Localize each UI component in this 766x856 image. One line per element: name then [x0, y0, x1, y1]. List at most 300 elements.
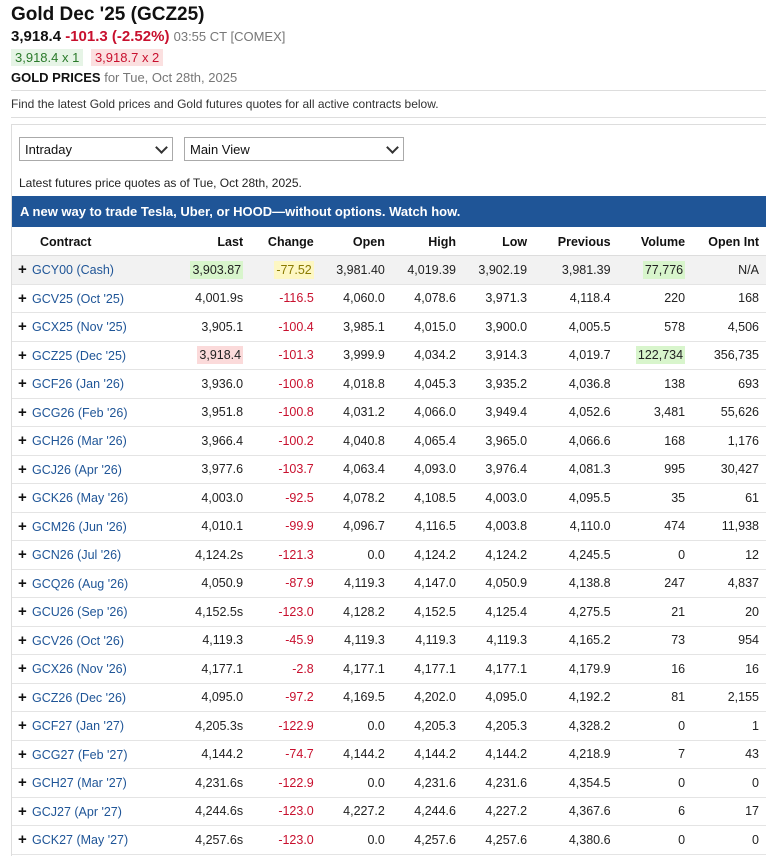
cell-low [464, 398, 535, 427]
volume-value: 0 [678, 775, 686, 790]
cell-contract [12, 256, 179, 285]
cell-high [393, 569, 464, 598]
cell-previous [535, 512, 618, 541]
cell-low [464, 655, 535, 684]
volume-value: 73 [671, 633, 686, 648]
volume-value: 6 [678, 804, 686, 819]
cell-open [322, 455, 393, 484]
open-value: 4,096.7 [343, 519, 385, 534]
volume-value: 77,776 [644, 262, 684, 277]
cell-volume [619, 626, 694, 655]
low-value: 4,231.6 [485, 775, 528, 790]
contract-link[interactable]: GCZ25 (Dec '25) [32, 348, 127, 363]
cell-contract [12, 541, 179, 570]
cell-high [393, 797, 464, 826]
expand-plus-icon[interactable]: + [18, 489, 27, 507]
last-value: 3,903.87 [192, 262, 242, 277]
cell-change [251, 512, 322, 541]
cell-open [322, 512, 393, 541]
cell-open [322, 740, 393, 769]
cell-oi [693, 797, 766, 826]
table-header-row [12, 229, 766, 256]
oi-value: 2,155 [727, 690, 759, 705]
cell-previous [535, 427, 618, 456]
volume-value: 578 [664, 319, 686, 334]
change-value: -99.9 [285, 519, 314, 534]
expand-plus-icon[interactable]: + [18, 631, 27, 649]
cell-last [179, 769, 251, 798]
contract-link[interactable]: GCV26 (Oct '26) [32, 633, 124, 648]
table-row[interactable] [12, 826, 766, 855]
expand-plus-icon[interactable]: + [18, 375, 27, 393]
col-open-int[interactable]: Open Int [693, 229, 766, 256]
contract-link[interactable]: GCH26 (Mar '26) [32, 434, 127, 449]
high-value: 4,078.6 [414, 291, 456, 306]
cell-last [179, 740, 251, 769]
promo-banner[interactable]: A new way to trade Tesla, Uber, or HOOD—without options. Watch how. [12, 196, 766, 227]
cell-previous [535, 370, 618, 399]
cell-change [251, 427, 322, 456]
col-last[interactable]: Last [179, 229, 251, 256]
contract-link[interactable]: GCH27 (Mar '27) [32, 776, 127, 791]
cell-change [251, 370, 322, 399]
table-row[interactable] [12, 455, 766, 484]
table-row[interactable] [12, 740, 766, 769]
cell-previous [535, 683, 618, 712]
table-row[interactable] [12, 256, 766, 285]
change-value: -92.5 [285, 490, 314, 505]
cell-low [464, 256, 535, 285]
cell-change [251, 284, 322, 313]
cell-contract [12, 370, 179, 399]
cell-change [251, 740, 322, 769]
change-value: -87.9 [285, 576, 314, 591]
oi-value: 12 [745, 547, 759, 562]
expand-plus-icon[interactable]: + [18, 774, 27, 792]
volume-value: 81 [671, 690, 686, 705]
col-high[interactable]: High [393, 229, 464, 256]
last-value: 4,257.6s [195, 832, 244, 847]
last-price: 3,918.4 [11, 28, 62, 45]
cell-high [393, 455, 464, 484]
cell-contract [12, 512, 179, 541]
table-row[interactable] [12, 797, 766, 826]
cell-high [393, 341, 464, 370]
cell-previous [535, 541, 618, 570]
cell-high [393, 626, 464, 655]
low-value: 4,144.2 [485, 747, 528, 762]
contract-link[interactable]: GCN26 (Jul '26) [32, 548, 122, 563]
open-value: 4,031.2 [343, 405, 385, 420]
table-row[interactable] [12, 769, 766, 798]
cell-last [179, 826, 251, 855]
last-value: 4,177.1 [201, 661, 244, 676]
cell-previous [535, 598, 618, 627]
volume-value: 21 [671, 604, 686, 619]
cell-high [393, 598, 464, 627]
cell-oi [693, 626, 766, 655]
open-value: 3,985.1 [343, 319, 385, 334]
oi-value: 30,427 [720, 462, 759, 477]
cell-open [322, 370, 393, 399]
cell-high [393, 313, 464, 342]
col-open[interactable]: Open [322, 229, 393, 256]
cell-change [251, 256, 322, 285]
table-row[interactable] [12, 712, 766, 741]
contract-link[interactable]: GCK26 (May '26) [32, 491, 129, 506]
cell-change [251, 626, 322, 655]
cell-volume [619, 284, 694, 313]
volume-value: 35 [671, 490, 686, 505]
cell-open [322, 541, 393, 570]
last-value: 3,918.4 [199, 348, 242, 363]
volume-value: 474 [664, 519, 686, 534]
chevron-down-icon [386, 141, 399, 154]
expand-plus-icon[interactable]: + [18, 688, 27, 706]
contract-link[interactable]: GCG27 (Feb '27) [32, 747, 128, 762]
table-row[interactable] [12, 541, 766, 570]
oi-value: 55,626 [720, 405, 759, 420]
contract-link[interactable]: GCG26 (Feb '26) [32, 405, 128, 420]
cell-contract [12, 655, 179, 684]
last-value: 4,124.2s [195, 547, 244, 562]
table-row[interactable] [12, 598, 766, 627]
contract-link[interactable]: GCV25 (Oct '25) [32, 291, 124, 306]
contract-link[interactable]: GCJ27 (Apr '27) [32, 804, 122, 819]
chevron-down-icon [155, 141, 168, 154]
previous-value: 4,275.5 [568, 604, 611, 619]
change-value: -74.7 [285, 747, 314, 762]
cell-last [179, 512, 251, 541]
expand-plus-icon[interactable]: + [18, 318, 27, 336]
change-value: -122.9 [278, 718, 314, 733]
contract-link[interactable]: GCY00 (Cash) [32, 263, 114, 278]
contract-link[interactable]: GCF27 (Jan '27) [32, 719, 125, 734]
cell-low [464, 712, 535, 741]
volume-value: 220 [664, 291, 686, 306]
open-value: 4,177.1 [343, 661, 385, 676]
table-row[interactable] [12, 683, 766, 712]
last-value: 4,144.2 [201, 747, 244, 762]
cell-volume [619, 569, 694, 598]
table-row[interactable] [12, 370, 766, 399]
high-value: 4,019.39 [407, 262, 456, 277]
cell-last [179, 683, 251, 712]
low-value: 4,205.3 [485, 718, 528, 733]
contract-link[interactable]: GCU26 (Sep '26) [32, 605, 128, 620]
cell-contract [12, 313, 179, 342]
col-change[interactable]: Change [251, 229, 322, 256]
prices-heading [11, 70, 237, 85]
expand-plus-icon[interactable]: + [18, 745, 27, 763]
open-value: 4,119.3 [344, 576, 385, 591]
expand-plus-icon[interactable]: + [18, 717, 27, 735]
cell-previous [535, 484, 618, 513]
high-value: 4,045.3 [414, 376, 456, 391]
high-value: 4,065.4 [414, 433, 456, 448]
contract-link[interactable]: GCK27 (May '27) [32, 833, 129, 848]
last-value: 3,977.6 [201, 462, 244, 477]
low-value: 3,900.0 [485, 319, 528, 334]
table-row[interactable] [12, 341, 766, 370]
open-value: 0.0 [367, 775, 385, 790]
low-value: 4,119.3 [486, 633, 528, 648]
open-value: 4,063.4 [343, 462, 385, 477]
table-row[interactable] [12, 655, 766, 684]
high-value: 4,152.5 [414, 604, 456, 619]
previous-value: 4,367.6 [568, 804, 611, 819]
change-value: -101.3 [278, 348, 314, 363]
oi-value: 356,735 [713, 348, 759, 363]
cell-low [464, 740, 535, 769]
cell-high [393, 484, 464, 513]
expand-plus-icon[interactable]: + [18, 831, 27, 849]
cell-volume [619, 484, 694, 513]
high-value: 4,177.1 [414, 661, 456, 676]
cell-last [179, 484, 251, 513]
cell-open [322, 769, 393, 798]
cell-change [251, 683, 322, 712]
col-volume[interactable]: Volume [619, 229, 694, 256]
col-previous[interactable]: Previous [535, 229, 618, 256]
volume-value: 3,481 [653, 405, 686, 420]
high-value: 4,257.6 [414, 832, 456, 847]
cell-contract [12, 683, 179, 712]
table-row[interactable] [12, 284, 766, 313]
last-value: 3,966.4 [201, 433, 244, 448]
expand-plus-icon[interactable]: + [18, 802, 27, 820]
cell-open [322, 655, 393, 684]
table-row[interactable] [12, 512, 766, 541]
cell-volume [619, 341, 694, 370]
prices-date: for Tue, Oct 28th, 2025 [104, 70, 238, 85]
cell-previous [535, 740, 618, 769]
cell-previous [535, 455, 618, 484]
expand-plus-icon[interactable]: + [18, 289, 27, 307]
low-value: 4,125.4 [485, 604, 528, 619]
cell-low [464, 683, 535, 712]
period-select-value: Intraday [25, 142, 72, 157]
cell-oi [693, 370, 766, 399]
open-value: 4,078.2 [343, 490, 385, 505]
previous-value: 4,245.5 [568, 547, 611, 562]
cell-open [322, 427, 393, 456]
previous-value: 4,052.6 [568, 405, 611, 420]
change-value: -123.0 [278, 832, 314, 847]
low-value: 3,935.2 [485, 376, 528, 391]
previous-value: 4,118.4 [569, 291, 611, 306]
low-value: 3,976.4 [485, 462, 528, 477]
cell-volume [619, 541, 694, 570]
oi-value: 0 [752, 832, 759, 847]
expand-plus-icon[interactable]: + [18, 261, 27, 279]
cell-open [322, 826, 393, 855]
table-row[interactable] [12, 427, 766, 456]
cell-contract [12, 769, 179, 798]
cell-low [464, 598, 535, 627]
col-contract[interactable]: Contract [12, 229, 179, 256]
expand-plus-icon[interactable]: + [18, 574, 27, 592]
expand-plus-icon[interactable]: + [18, 603, 27, 621]
contract-link[interactable]: GCX25 (Nov '25) [32, 320, 127, 335]
open-value: 4,018.8 [343, 376, 385, 391]
contract-link[interactable]: GCM26 (Jun '26) [32, 519, 127, 534]
cell-low [464, 626, 535, 655]
cell-last [179, 341, 251, 370]
cell-contract [12, 427, 179, 456]
cell-change [251, 797, 322, 826]
expand-plus-icon[interactable]: + [18, 346, 27, 364]
expand-plus-icon[interactable]: + [18, 517, 27, 535]
change-value: -77.52 [276, 262, 312, 277]
col-low[interactable]: Low [464, 229, 535, 256]
cell-volume [619, 769, 694, 798]
change-value: -100.8 [278, 376, 314, 391]
cell-low [464, 341, 535, 370]
cell-last [179, 455, 251, 484]
cell-contract [12, 740, 179, 769]
cell-oi [693, 398, 766, 427]
last-value: 4,205.3s [195, 718, 244, 733]
contract-link[interactable]: GCQ26 (Aug '26) [32, 576, 129, 591]
cell-high [393, 683, 464, 712]
open-value: 4,040.8 [343, 433, 385, 448]
expand-plus-icon[interactable]: + [18, 546, 27, 564]
volume-value: 168 [664, 433, 686, 448]
contract-link[interactable]: GCJ26 (Apr '26) [32, 462, 122, 477]
previous-value: 4,218.9 [568, 747, 611, 762]
cell-last [179, 569, 251, 598]
cell-contract [12, 712, 179, 741]
contract-link[interactable]: GCF26 (Jan '26) [32, 377, 125, 392]
table-row[interactable] [12, 569, 766, 598]
period-select[interactable] [19, 137, 173, 161]
table-row[interactable] [12, 484, 766, 513]
cell-oi [693, 598, 766, 627]
cell-open [322, 256, 393, 285]
cell-change [251, 398, 322, 427]
cell-previous [535, 712, 618, 741]
oi-value: 20 [745, 604, 759, 619]
high-value: 4,244.6 [414, 804, 456, 819]
low-value: 4,227.2 [485, 804, 528, 819]
cell-volume [619, 740, 694, 769]
cell-previous [535, 313, 618, 342]
cell-high [393, 541, 464, 570]
volume-value: 122,734 [637, 348, 684, 363]
last-value: 4,050.9 [201, 576, 244, 591]
last-value: 3,951.8 [201, 405, 244, 420]
page-title: Gold Dec '25 (GCZ25) [11, 4, 205, 25]
cell-contract [12, 341, 179, 370]
cell-last [179, 797, 251, 826]
cell-contract [12, 626, 179, 655]
expand-plus-icon[interactable]: + [18, 660, 27, 678]
table-row[interactable] [12, 398, 766, 427]
cell-low [464, 284, 535, 313]
last-value: 4,010.1 [201, 519, 244, 534]
previous-value: 4,179.9 [568, 661, 611, 676]
cell-volume [619, 826, 694, 855]
last-value: 4,003.0 [201, 490, 244, 505]
divider [11, 90, 766, 91]
cell-volume [619, 512, 694, 541]
cell-high [393, 826, 464, 855]
volume-value: 0 [678, 832, 686, 847]
cell-open [322, 569, 393, 598]
prices-label: GOLD PRICES [11, 70, 101, 85]
cell-change [251, 826, 322, 855]
intro-text: Find the latest Gold prices and Gold futures quotes for all active contracts below. [11, 97, 439, 111]
cell-volume [619, 370, 694, 399]
cell-previous [535, 256, 618, 285]
table-row[interactable] [12, 313, 766, 342]
expand-plus-icon[interactable]: + [18, 460, 27, 478]
low-value: 3,914.3 [485, 348, 528, 363]
cell-low [464, 826, 535, 855]
cell-change [251, 712, 322, 741]
low-value: 4,257.6 [485, 832, 528, 847]
cell-volume [619, 797, 694, 826]
oi-value: 4,506 [727, 319, 759, 334]
cell-previous [535, 655, 618, 684]
cell-open [322, 398, 393, 427]
expand-plus-icon[interactable]: + [18, 432, 27, 450]
cell-last [179, 626, 251, 655]
cell-high [393, 398, 464, 427]
high-value: 4,202.0 [414, 690, 456, 705]
oi-value: N/A [738, 262, 759, 277]
oi-value: 17 [745, 804, 759, 819]
expand-plus-icon[interactable]: + [18, 403, 27, 421]
cell-oi [693, 313, 766, 342]
low-value: 4,003.8 [485, 519, 528, 534]
view-select[interactable] [184, 137, 404, 161]
cell-high [393, 740, 464, 769]
cell-open [322, 797, 393, 826]
open-value: 0.0 [367, 718, 385, 733]
bid-badge: 3,918.4 x 1 [11, 49, 83, 66]
high-value: 4,144.2 [414, 747, 456, 762]
cell-previous [535, 284, 618, 313]
cell-last [179, 598, 251, 627]
change-value: -103.7 [278, 462, 314, 477]
open-value: 3,981.40 [336, 262, 385, 277]
cell-last [179, 398, 251, 427]
contract-link[interactable]: GCX26 (Nov '26) [32, 662, 127, 677]
previous-value: 4,138.8 [568, 576, 611, 591]
low-value: 3,902.19 [478, 262, 528, 277]
table-row[interactable] [12, 626, 766, 655]
oi-value: 61 [745, 490, 759, 505]
open-value: 4,119.3 [344, 633, 385, 648]
cell-open [322, 626, 393, 655]
contract-link[interactable]: GCZ26 (Dec '26) [32, 690, 127, 705]
cell-contract [12, 598, 179, 627]
low-value: 3,949.4 [485, 405, 528, 420]
last-value: 4,152.5s [195, 604, 244, 619]
cell-high [393, 284, 464, 313]
cell-volume [619, 598, 694, 627]
last-value: 4,095.0 [201, 690, 244, 705]
last-value: 4,244.6s [195, 804, 244, 819]
cell-last [179, 370, 251, 399]
cell-oi [693, 256, 766, 285]
quotes-panel [11, 124, 766, 856]
cell-last [179, 655, 251, 684]
cell-change [251, 541, 322, 570]
previous-value: 4,036.8 [568, 376, 611, 391]
